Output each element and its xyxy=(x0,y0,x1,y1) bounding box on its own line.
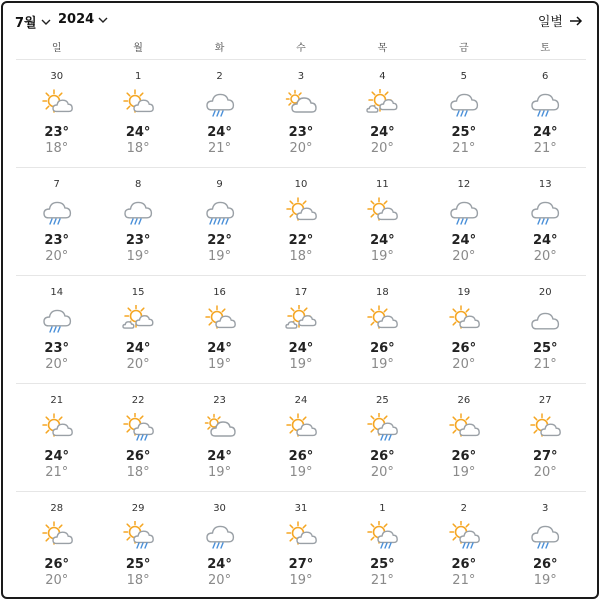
sun-cloud-icon xyxy=(366,305,398,333)
weekday-header xyxy=(16,39,586,55)
month-label: 7월 xyxy=(15,16,37,31)
sun-cloud-icon xyxy=(448,413,480,441)
high-temp: 24° xyxy=(288,341,314,356)
chevron-down-icon xyxy=(40,16,52,28)
week-row xyxy=(16,61,586,167)
sun-clouds-icon xyxy=(366,89,398,117)
high-temp: 25° xyxy=(370,557,395,572)
day-number: 4 xyxy=(379,71,386,82)
low-temp: 20° xyxy=(533,249,557,264)
high-temp: 23° xyxy=(44,233,69,248)
low-temp: 21° xyxy=(452,141,476,156)
rain-icon xyxy=(122,197,154,225)
rain-icon xyxy=(529,521,561,549)
day-number: 21 xyxy=(50,395,64,406)
rain-icon xyxy=(41,305,73,333)
high-temp: 23° xyxy=(44,341,69,356)
low-temp: 18° xyxy=(126,141,150,156)
low-temp: 21° xyxy=(370,573,394,588)
day-number: 12 xyxy=(457,179,471,190)
rain-icon xyxy=(204,521,236,549)
day-number: 13 xyxy=(538,179,552,190)
high-temp: 22° xyxy=(207,233,232,248)
high-temp: 24° xyxy=(451,233,477,248)
day-number: 27 xyxy=(538,395,552,406)
sun-cloud-icon xyxy=(41,413,73,441)
day-number: 1 xyxy=(134,71,142,82)
week-divider xyxy=(16,383,586,384)
low-temp: 18° xyxy=(289,249,313,264)
calendar-header xyxy=(3,3,597,35)
week-divider xyxy=(16,491,586,492)
day-number: 30 xyxy=(213,503,226,514)
sun-cloud-icon xyxy=(285,521,317,549)
day-cell[interactable] xyxy=(179,169,260,275)
day-number: 10 xyxy=(294,179,308,190)
week-row xyxy=(16,493,586,599)
high-temp: 26° xyxy=(125,449,151,464)
low-temp: 20° xyxy=(208,573,232,588)
sun-clouds-icon xyxy=(122,305,154,333)
day-cell[interactable] xyxy=(342,61,423,167)
day-number: 31 xyxy=(294,503,308,514)
week-row xyxy=(16,169,586,275)
day-number: 6 xyxy=(542,71,549,82)
low-temp: 20° xyxy=(289,141,313,156)
day-number: 15 xyxy=(131,287,145,298)
low-temp: 20° xyxy=(45,357,69,372)
day-cell[interactable] xyxy=(16,61,97,167)
day-number: 16 xyxy=(213,287,226,298)
day-number: 18 xyxy=(376,287,389,298)
day-number: 3 xyxy=(297,71,305,82)
low-temp: 19° xyxy=(208,357,232,372)
high-temp: 26° xyxy=(451,449,477,464)
day-number: 3 xyxy=(542,503,549,514)
low-temp: 20° xyxy=(45,573,69,588)
day-cell[interactable] xyxy=(423,169,504,275)
high-temp: 27° xyxy=(288,557,314,572)
low-temp: 21° xyxy=(533,141,557,156)
high-temp: 22° xyxy=(288,233,314,248)
day-number: 26 xyxy=(457,395,471,406)
header-divider xyxy=(16,59,586,60)
day-number: 28 xyxy=(50,503,64,514)
chevron-down-icon xyxy=(97,14,109,26)
day-number: 17 xyxy=(294,287,308,298)
day-cell[interactable] xyxy=(260,493,341,599)
low-temp: 19° xyxy=(289,573,313,588)
high-temp: 24° xyxy=(532,125,558,140)
high-temp: 24° xyxy=(125,125,151,140)
day-cell[interactable] xyxy=(179,277,260,383)
high-temp: 24° xyxy=(370,233,395,248)
day-cell[interactable] xyxy=(423,493,504,599)
sun-cloud-icon xyxy=(41,521,73,549)
high-temp: 23° xyxy=(125,233,151,248)
day-number: 20 xyxy=(538,287,552,298)
day-cell[interactable] xyxy=(423,385,504,491)
high-temp: 24° xyxy=(532,233,558,248)
day-cell[interactable] xyxy=(423,277,504,383)
day-number: 29 xyxy=(131,503,145,514)
high-temp: 26° xyxy=(44,557,69,572)
rain-icon xyxy=(529,89,561,117)
weekday-label: 토 xyxy=(540,43,551,54)
day-cell[interactable] xyxy=(179,61,260,167)
rain-icon xyxy=(529,197,561,225)
day-cell[interactable] xyxy=(97,61,178,167)
rain-icon xyxy=(448,89,480,117)
week-divider xyxy=(16,167,586,168)
low-temp: 18° xyxy=(126,573,150,588)
low-temp: 19° xyxy=(370,249,394,264)
sun-cloud-icon xyxy=(366,197,398,225)
day-cell[interactable] xyxy=(505,61,586,167)
high-temp: 26° xyxy=(370,341,395,356)
partly-cloudy-icon xyxy=(204,413,236,441)
year-label: 2024 xyxy=(58,12,95,27)
day-cell[interactable] xyxy=(505,169,586,275)
day-cell[interactable] xyxy=(342,169,423,275)
high-temp: 26° xyxy=(288,449,314,464)
arrow-right-icon xyxy=(569,14,583,28)
sun-cloud-icon xyxy=(448,305,480,333)
rain-icon xyxy=(41,197,73,225)
sun-rain-icon xyxy=(122,413,154,441)
day-number: 23 xyxy=(213,395,226,406)
day-number: 7 xyxy=(53,179,60,190)
day-cell[interactable] xyxy=(260,385,341,491)
partly-cloudy-icon xyxy=(285,89,317,117)
day-cell[interactable] xyxy=(423,61,504,167)
sun-cloud-icon xyxy=(122,89,154,117)
low-temp: 19° xyxy=(208,465,232,480)
high-temp: 25° xyxy=(532,341,558,356)
day-number: 2 xyxy=(460,503,467,514)
day-number: 9 xyxy=(216,179,223,190)
day-cell[interactable] xyxy=(505,385,586,491)
high-temp: 24° xyxy=(207,449,232,464)
day-cell[interactable] xyxy=(97,169,178,275)
year-dropdown[interactable] xyxy=(58,12,109,27)
low-temp: 20° xyxy=(533,465,557,480)
high-temp: 23° xyxy=(288,125,314,140)
weekday-label: 월 xyxy=(133,43,143,54)
day-number: 30 xyxy=(50,71,64,82)
sun-rain-icon xyxy=(122,521,154,549)
low-temp: 20° xyxy=(45,249,69,264)
low-temp: 20° xyxy=(370,465,394,480)
high-temp: 24° xyxy=(207,125,232,140)
week-divider xyxy=(16,275,586,276)
calendar-panel xyxy=(1,1,599,599)
low-temp: 19° xyxy=(452,465,476,480)
day-cell[interactable] xyxy=(16,385,97,491)
low-temp: 20° xyxy=(452,249,476,264)
high-temp: 24° xyxy=(207,557,232,572)
sun-clouds-icon xyxy=(285,305,317,333)
low-temp: 20° xyxy=(370,141,394,156)
day-cell[interactable] xyxy=(342,277,423,383)
day-cell[interactable] xyxy=(260,169,341,275)
day-cell[interactable] xyxy=(260,61,341,167)
low-temp: 19° xyxy=(533,573,557,588)
sun-cloud-icon xyxy=(529,413,561,441)
sun-rain-icon xyxy=(366,413,398,441)
high-temp: 27° xyxy=(532,449,558,464)
high-temp: 24° xyxy=(44,449,69,464)
low-temp: 19° xyxy=(370,357,394,372)
day-number: 8 xyxy=(134,179,142,190)
low-temp: 19° xyxy=(208,249,232,264)
day-number: 22 xyxy=(131,395,145,406)
weekday-label: 수 xyxy=(296,43,306,54)
day-cell[interactable] xyxy=(179,385,260,491)
month-dropdown[interactable] xyxy=(15,12,52,31)
high-temp: 24° xyxy=(207,341,232,356)
low-temp: 18° xyxy=(126,465,150,480)
low-temp: 18° xyxy=(45,141,69,156)
day-number: 25 xyxy=(376,395,389,406)
low-temp: 19° xyxy=(289,465,313,480)
weekday-label: 목 xyxy=(377,43,388,54)
heavy-rain-icon xyxy=(204,197,236,225)
day-cell[interactable] xyxy=(97,493,178,599)
day-cell[interactable] xyxy=(179,493,260,599)
day-number: 11 xyxy=(376,179,389,190)
day-number: 1 xyxy=(379,503,386,514)
low-temp: 20° xyxy=(126,357,150,372)
high-temp: 25° xyxy=(125,557,151,572)
day-cell[interactable] xyxy=(505,493,586,599)
low-temp: 21° xyxy=(533,357,557,372)
sun-cloud-icon xyxy=(285,197,317,225)
sun-cloud-icon xyxy=(41,89,73,117)
day-cell[interactable] xyxy=(505,277,586,383)
high-temp: 26° xyxy=(532,557,558,572)
day-cell[interactable] xyxy=(16,493,97,599)
high-temp: 26° xyxy=(451,341,477,356)
day-cell[interactable] xyxy=(260,277,341,383)
day-number: 5 xyxy=(460,71,467,82)
week-row xyxy=(16,277,586,383)
cloud-icon xyxy=(529,305,561,333)
day-cell[interactable] xyxy=(16,277,97,383)
week-row xyxy=(16,385,586,491)
day-cell[interactable] xyxy=(342,493,423,599)
high-temp: 26° xyxy=(451,557,477,572)
day-cell[interactable] xyxy=(16,169,97,275)
low-temp: 20° xyxy=(452,357,476,372)
rain-icon xyxy=(204,89,236,117)
daily-view-link[interactable] xyxy=(538,11,583,30)
day-cell[interactable] xyxy=(97,385,178,491)
low-temp: 21° xyxy=(452,573,476,588)
high-temp: 26° xyxy=(370,449,395,464)
sun-cloud-icon xyxy=(285,413,317,441)
low-temp: 21° xyxy=(208,141,232,156)
day-number: 14 xyxy=(50,287,64,298)
sun-rain-icon xyxy=(366,521,398,549)
sun-cloud-icon xyxy=(204,305,236,333)
day-cell[interactable] xyxy=(342,385,423,491)
sun-rain-icon xyxy=(448,521,480,549)
weekday-label: 화 xyxy=(214,43,225,54)
rain-icon xyxy=(448,197,480,225)
high-temp: 25° xyxy=(451,125,477,140)
low-temp: 19° xyxy=(289,357,313,372)
high-temp: 24° xyxy=(125,341,151,356)
day-cell[interactable] xyxy=(97,277,178,383)
low-temp: 19° xyxy=(126,249,150,264)
daily-label: 일별 xyxy=(537,15,563,30)
day-number: 2 xyxy=(216,71,223,82)
high-temp: 24° xyxy=(370,125,395,140)
weekday-label: 일 xyxy=(51,43,62,54)
day-number: 19 xyxy=(457,287,471,298)
high-temp: 23° xyxy=(44,125,69,140)
low-temp: 21° xyxy=(45,465,69,480)
day-number: 24 xyxy=(294,395,308,406)
weekday-label: 금 xyxy=(458,43,469,54)
